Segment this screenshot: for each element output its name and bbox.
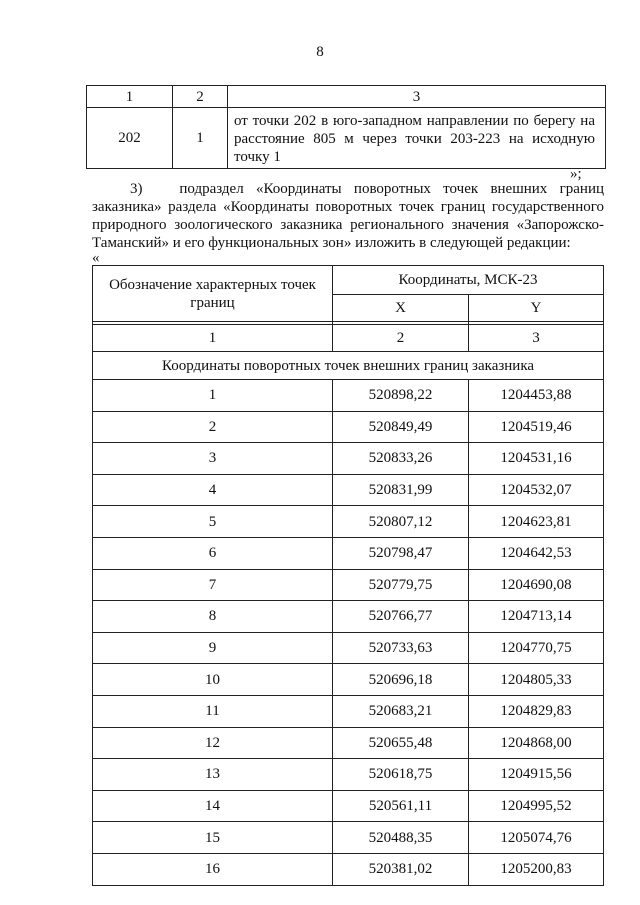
y-coordinate-cell: 1204805,33	[469, 664, 604, 696]
header-coords-cell: Координаты, МСК-23	[333, 266, 604, 295]
point-number-cell: 11	[93, 695, 333, 727]
point-number-cell: 15	[93, 822, 333, 854]
table-row	[93, 411, 604, 443]
opening-quote: «	[92, 250, 100, 266]
table-row	[87, 108, 606, 169]
table-row	[93, 853, 604, 885]
x-coordinate-cell: 520561,11	[333, 790, 469, 822]
x-coordinate-cell: 520798,47	[333, 537, 469, 569]
table-row	[93, 569, 604, 601]
table-header-row	[93, 266, 604, 295]
table-row	[93, 601, 604, 633]
point-number-cell: 7	[93, 569, 333, 601]
table-row	[93, 695, 604, 727]
point-number-cell: 9	[93, 632, 333, 664]
page-number: 8	[316, 44, 324, 60]
x-coordinate-cell: 520381,02	[333, 853, 469, 885]
header-points-cell: Обозначение характерных точек границ	[93, 266, 333, 322]
x-coordinate-cell: 520618,75	[333, 759, 469, 791]
y-coordinate-cell: 1204519,46	[469, 411, 604, 443]
x-coordinate-cell: 520831,99	[333, 474, 469, 506]
table-row	[93, 664, 604, 696]
point-number-cell: 8	[93, 601, 333, 633]
x-coordinate-cell: 520766,77	[333, 601, 469, 633]
x-coordinate-cell: 520898,22	[333, 380, 469, 412]
point-number-cell: 1	[93, 380, 333, 412]
point-number-cell: 3	[93, 443, 333, 475]
point-cell: 202	[87, 108, 173, 169]
y-coordinate-cell: 1204642,53	[469, 537, 604, 569]
column-number-cell: 1	[93, 325, 333, 352]
point-number-cell: 16	[93, 853, 333, 885]
contour-cell: 1	[173, 108, 228, 169]
column-number-cell: 1	[87, 86, 173, 108]
y-coordinate-cell: 1204995,52	[469, 790, 604, 822]
column-number-cell: 2	[333, 325, 469, 352]
boundary-description-table	[86, 85, 606, 169]
y-coordinate-cell: 1204690,08	[469, 569, 604, 601]
x-coordinate-cell: 520488,35	[333, 822, 469, 854]
x-coordinate-cell: 520696,18	[333, 664, 469, 696]
header-x-cell: X	[333, 295, 469, 322]
coordinates-table	[92, 265, 604, 886]
point-number-cell: 5	[93, 506, 333, 538]
table-row	[93, 506, 604, 538]
y-coordinate-cell: 1204453,88	[469, 380, 604, 412]
point-number-cell: 14	[93, 790, 333, 822]
point-number-cell: 4	[93, 474, 333, 506]
table-row	[93, 537, 604, 569]
table-row	[93, 380, 604, 412]
table-row	[93, 443, 604, 475]
table-row	[93, 474, 604, 506]
column-number-cell: 2	[173, 86, 228, 108]
y-coordinate-cell: 1204531,16	[469, 443, 604, 475]
point-number-cell: 2	[93, 411, 333, 443]
table-row	[93, 790, 604, 822]
table-header-row	[87, 86, 606, 108]
y-coordinate-cell: 1204915,56	[469, 759, 604, 791]
table-row	[93, 727, 604, 759]
amendment-paragraph	[92, 180, 604, 252]
y-coordinate-cell: 1204770,75	[469, 632, 604, 664]
y-coordinate-cell: 1205074,76	[469, 822, 604, 854]
x-coordinate-cell: 520849,49	[333, 411, 469, 443]
table-row	[93, 632, 604, 664]
section-title: Координаты поворотных точек внешних границ заказника	[93, 352, 604, 380]
table-row	[93, 759, 604, 791]
x-coordinate-cell: 520733,63	[333, 632, 469, 664]
y-coordinate-cell: 1204868,00	[469, 727, 604, 759]
closing-quote: »;	[570, 166, 582, 182]
point-number-cell: 13	[93, 759, 333, 791]
y-coordinate-cell: 1205200,83	[469, 853, 604, 885]
paragraph-text: 3) подраздел «Координаты поворотных точек внешних границ заказника» раздела «Координаты поворотных точек границ государственного природного зоологического заказника регионального значения «Запорожско-Таманский» и его функциональных зон» изложить в следующей редакции:	[92, 181, 604, 251]
x-coordinate-cell: 520833,26	[333, 443, 469, 475]
column-numbers-row	[93, 325, 604, 352]
column-number-cell: 3	[228, 86, 606, 108]
x-coordinate-cell: 520655,48	[333, 727, 469, 759]
point-number-cell: 10	[93, 664, 333, 696]
description-cell: от точки 202 в юго-западном направлении по берегу на расстояние 805 м через точки 203-223 на исходную точку 1	[228, 108, 606, 169]
y-coordinate-cell: 1204829,83	[469, 695, 604, 727]
table-row	[93, 822, 604, 854]
y-coordinate-cell: 1204713,14	[469, 601, 604, 633]
column-number-cell: 3	[469, 325, 604, 352]
y-coordinate-cell: 1204532,07	[469, 474, 604, 506]
y-coordinate-cell: 1204623,81	[469, 506, 604, 538]
x-coordinate-cell: 520683,21	[333, 695, 469, 727]
header-y-cell: Y	[469, 295, 604, 322]
point-number-cell: 6	[93, 537, 333, 569]
x-coordinate-cell: 520807,12	[333, 506, 469, 538]
section-row	[93, 352, 604, 380]
x-coordinate-cell: 520779,75	[333, 569, 469, 601]
point-number-cell: 12	[93, 727, 333, 759]
